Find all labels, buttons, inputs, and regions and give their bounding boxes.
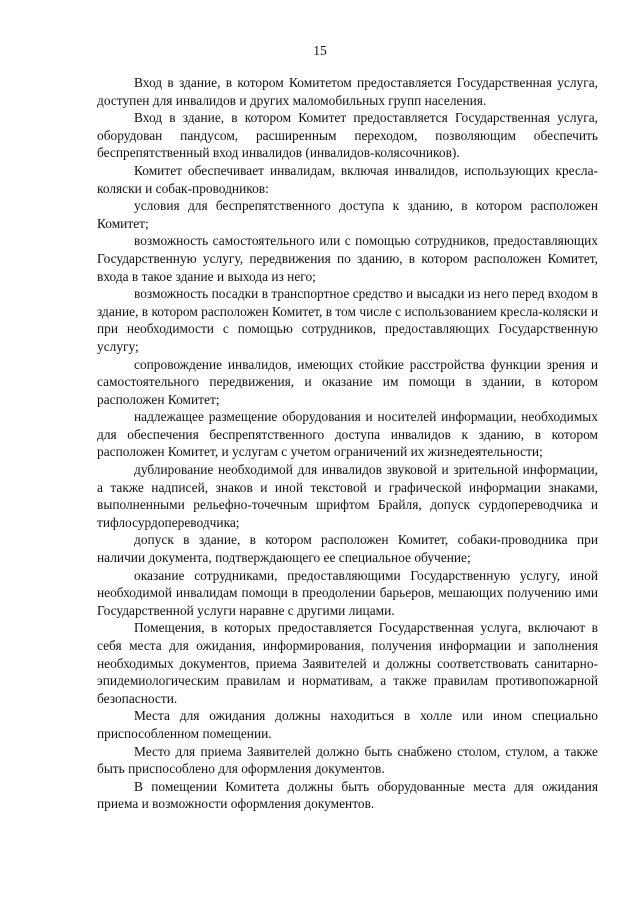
paragraph-premises-requirements: Помещения, в которых предоставляется Государственная услуга, включают в себя места для ожидания, информирования, получения информации и заполнения необходимых документов, приема Заявителей и должны соответствовать санитарно-эпидемиологическим правилам и нормативам, а также правилам противопожарной безопасности. [97,620,598,706]
list-item-conditions-access: условия для беспрепятственного доступа к зданию, в котором расположен Комитет; [97,198,598,231]
paragraph-entrance-equipment: Вход в здание, в котором Комитет предоставляется Государственная услуга, оборудован пандусом, расширенным переходом, позволяющим обеспечить беспрепятственный вход инвалидов (инвалидов-колясочников). [97,110,598,161]
list-item-movement-in-building: возможность самостоятельного или с помощью сотрудников, предоставляющих Государственную услугу, передвижения по зданию, в котором расположен Комитет, входа в такое здание и выхода из него; [97,233,598,284]
paragraph-waiting-areas: Места для ожидания должны находиться в холле или ином специально приспособленном помещении. [97,708,598,741]
page-number: 15 [313,43,327,58]
paragraph-building-access: Вход в здание, в котором Комитетом предоставляется Государственная услуга, доступен для инвалидов и других маломобильных групп населения. [97,75,598,108]
paragraph-committee-premises: В помещении Комитета должны быть оборудованные места для ожидания приема и возможности оформления документов. [97,778,598,812]
list-item-vehicle-boarding: возможность посадки в транспортное средство и высадки из него перед входом в здание, в котором расположен Комитет, в том числе с использованием кресла-коляски и при необходимости с помощью сотрудников, предоставляющих Государственную услугу; [97,286,598,354]
list-item-information-duplication: дублирование необходимой для инвалидов звуковой и зрительной информации, а также надписей, знаков и иной текстовой и графической информации знаками, выполненными рельефно-точечным шрифтом Брайля, допуск сурдопереводчика и тифлосурдопереводчика; [97,462,598,530]
paragraph-committee-provides: Комитет обеспечивает инвалидам, включая инвалидов, использующих кресла-коляски и собак-проводников: [97,162,598,196]
document-body [97,74,598,813]
list-item-equipment-placement: надлежащее размещение оборудования и носителей информации, необходимых для обеспечения беспрепятственного доступа инвалидов к зданию, в котором расположен Комитет, и услугам с учетом ограничений их жизнедеятельности; [97,409,598,460]
list-item-escort: сопровождение инвалидов, имеющих стойкие расстройства функции зрения и самостоятельного передвижения, и оказание им помощи в здании, в котором расположен Комитет; [97,356,598,407]
list-item-staff-assistance: оказание сотрудниками, предоставляющими Государственную услугу, иной необходимой инвалидам помощи в преодолении барьеров, мешающих получению ими Государственной услуги наравне с другими лицами. [97,567,598,618]
list-item-guide-dog-admission: допуск в здание, в котором расположен Комитет, собаки-проводника при наличии документа, подтверждающего ее специальное обучение; [97,532,598,566]
paragraph-reception-place: Место для приема Заявителей должно быть снабжено столом, стулом, а также быть приспособлено для оформления документов. [97,743,598,777]
